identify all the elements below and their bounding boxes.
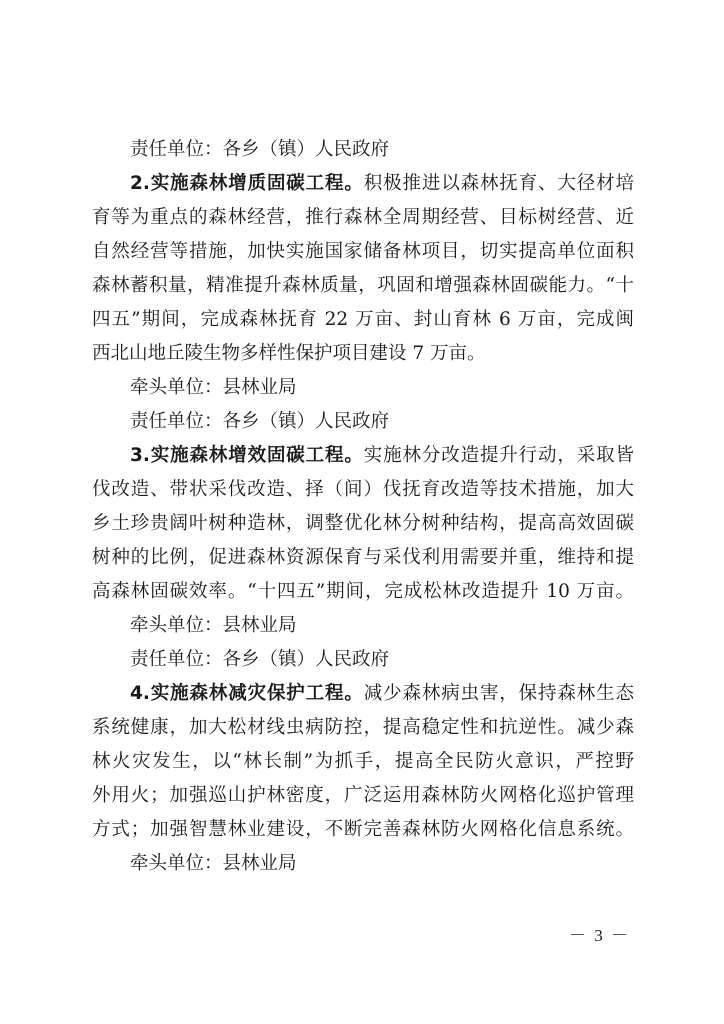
item4-first-line [92,677,634,711]
item3-responsible-unit: 责任单位：各乡（镇）人民政府 [130,649,390,670]
item4-line-1: 系统健康，加大松材线虫病防控，提高稳定性和抗逆性。减少森 [92,717,634,738]
item3-line-3: 树种的比例，促进森林资源保育与采伐利用需要并重，维持和提 [92,547,634,568]
item2-line-5: 西北山地丘陵生物多样性保护项目建设 7 万亩。 [92,343,486,364]
item3-line-4: 高森林固碳效率。“十四五”期间，完成松林改造提升 10 万亩。 [92,581,634,602]
item4-line-4: 方式；加强智慧林业建设，不断完善森林防火网格化信息系统。 [92,819,634,840]
item2-lead-unit: 牵头单位：县林业局 [130,377,297,398]
item4-line-3: 外用火；加强巡山护林密度，广泛运用森林防火网格化巡护管理 [92,785,634,806]
item2-first-line [92,167,634,201]
item3-line-0: 实施林分改造提升行动，采取皆 [363,445,634,466]
item3-line-1: 伐改造、带状采伐改造、择（间）伐抚育改造等技术措施，加大 [92,479,634,500]
item3-lead-unit: 牵头单位：县林业局 [130,615,297,636]
document-body [92,133,634,881]
item4-heading: 4.实施森林减灾保护工程。 [130,683,364,704]
item4-lead-unit: 牵头单位：县林业局 [130,853,297,874]
item2-responsible-unit: 责任单位：各乡（镇）人民政府 [130,411,390,432]
item2-line-4: 四五”期间，完成森林抚育 22 万亩、封山育林 6 万亩，完成闽 [92,309,634,330]
page-number: － 3 － [569,926,630,945]
item3-first-line [92,439,634,473]
item2-heading: 2.实施森林增质固碳工程。 [130,173,364,194]
item2-line-1: 育等为重点的森林经营，推行森林全周期经营、目标树经营、近 [92,207,634,228]
item2-line-0: 积极推进以森林抚育、大径材培 [363,173,634,194]
item4-line-2: 林火灾发生，以“林长制”为抓手，提高全民防火意识，严控野 [92,751,634,772]
item3-heading: 3.实施森林增效固碳工程。 [130,445,364,466]
responsible-unit-line: 责任单位：各乡（镇）人民政府 [130,139,390,160]
item4-line-0: 减少森林病虫害，保持森林生态 [363,683,634,704]
item2-line-2: 自然经营等措施，加快实施国家储备林项目，切实提高单位面积 [92,241,634,262]
item2-line-3: 森林蓄积量，精准提升森林质量，巩固和增强森林固碳能力。“十 [92,275,634,296]
item3-line-2: 乡土珍贵阔叶树种造林，调整优化林分树种结构，提高高效固碳 [92,513,634,534]
